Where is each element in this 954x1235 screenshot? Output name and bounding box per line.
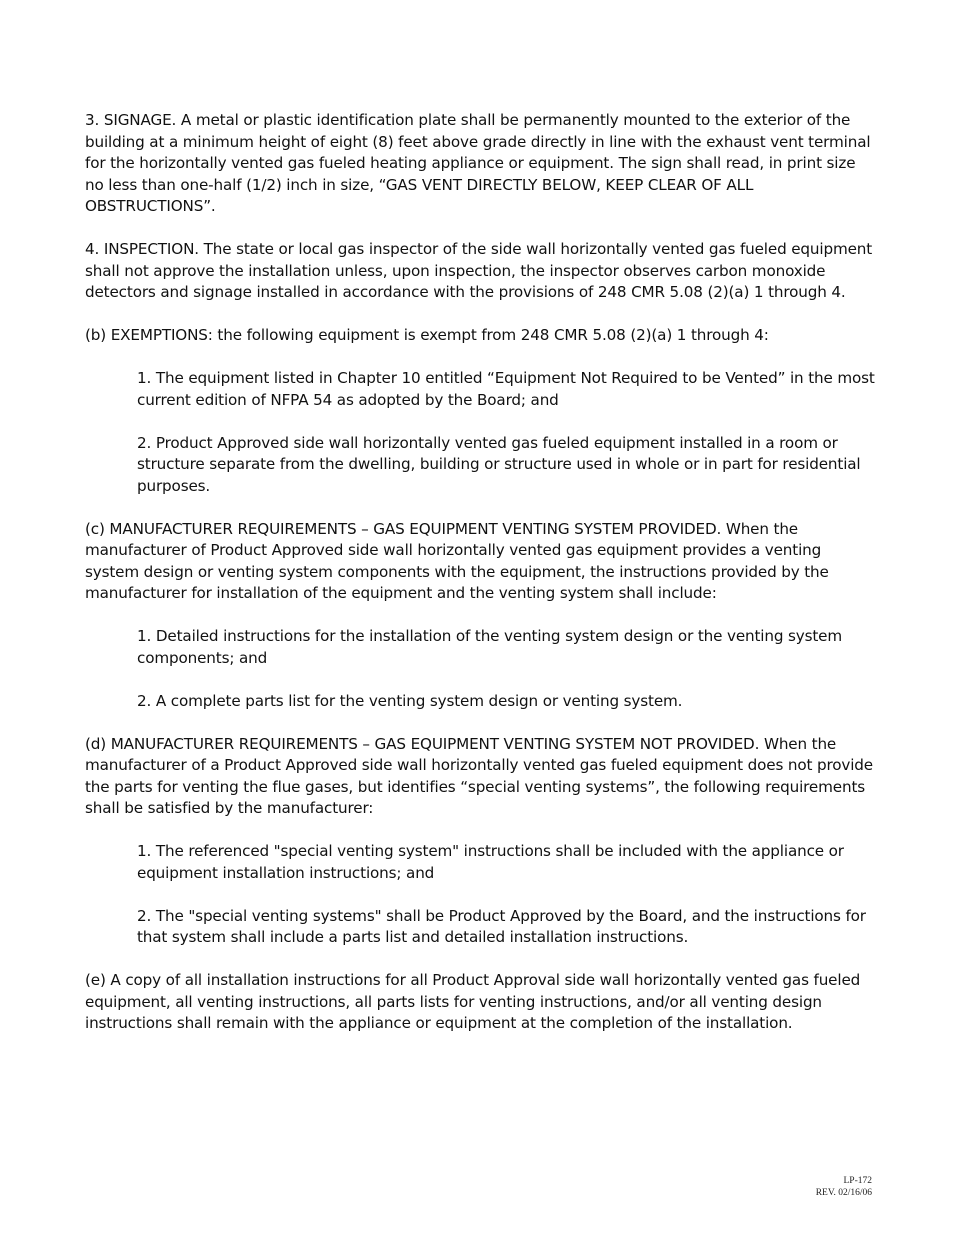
paragraph-inspection: 4. INSPECTION. The state or local gas inspector of the side wall horizontally vented gas fueled equipment shall not approve the installation unless, upon inspection, the inspector observes carbon monoxide detectors and signage installed in accordance with the provisions of 248 CMR 5.08 (2)(a) 1 through 4. [85, 240, 873, 301]
page-footer [816, 1175, 872, 1199]
paragraph-manufacturer-system-not-provided: (d) MANUFACTURER REQUIREMENTS – GAS EQUIPMENT VENTING SYSTEM NOT PROVIDED. When the manufacturer of a Product Approved side wall horizontally vented gas fueled equipment does not provide the parts for venting the flue gases, but identifies “special venting systems”, the following requirements shall be satisfied by the manufacturer: [85, 734, 873, 817]
paragraph-provided-item-2: 2. A complete parts list for the venting system design or venting system. [137, 691, 683, 710]
paragraph-not-provided-item-1: 1. The referenced "special venting system" instructions shall be included with the appliance or equipment installation instructions; and [137, 842, 844, 882]
paragraph-manufacturer-system-provided: (c) MANUFACTURER REQUIREMENTS – GAS EQUIPMENT VENTING SYSTEM PROVIDED. When the manufacturer of Product Approved side wall horizontally vented gas equipment provides a venting system design or venting system components with the equipment, the instructions provided by the manufacturer for installation of the equipment and the venting system shall include: [85, 519, 829, 602]
paragraph-not-provided-item-2: 2. The "special venting systems" shall be Product Approved by the Board, and the instructions for that system shall include a parts list and detailed installation instructions. [137, 906, 866, 946]
paragraph-exemptions: (b) EXEMPTIONS: the following equipment is exempt from 248 CMR 5.08 (2)(a) 1 through 4: [85, 326, 769, 344]
form-number: LP-172 [843, 1176, 872, 1186]
paragraph-exemption-item-1: 1. The equipment listed in Chapter 10 entitled “Equipment Not Required to be Vented” in the most current edition of NFPA 54 as adopted by the Board; and [137, 369, 875, 409]
paragraph-installation-instructions-copy: (e) A copy of all installation instructions for all Product Approval side wall horizontally vented gas fueled equipment, all venting instructions, all parts lists for venting instructions, and/or all venting design instructions shall remain with the appliance or equipment at the completion of the installation. [85, 971, 861, 1032]
revision-date: REV. 02/16/06 [815, 1188, 872, 1198]
document-body [85, 110, 875, 1056]
paragraph-signage: 3. SIGNAGE. A metal or plastic identification plate shall be permanently mounted to the exterior of the building at a minimum height of eight (8) feet above grade directly in line with the exhaust vent terminal for the horizontally vented gas fueled heating appliance or equipment. The sign shall read, in print size no less than one-half (1/2) inch in size, “GAS VENT DIRECTLY BELOW, KEEP CLEAR OF ALL OBSTRUCTIONS”. [85, 111, 871, 215]
paragraph-provided-item-1: 1. Detailed instructions for the installation of the venting system design or the venting system components; and [137, 627, 843, 667]
paragraph-exemption-item-2: 2. Product Approved side wall horizontally vented gas fueled equipment installed in a room or structure separate from the dwelling, building or structure used in whole or in part for residential purposes. [137, 433, 861, 495]
